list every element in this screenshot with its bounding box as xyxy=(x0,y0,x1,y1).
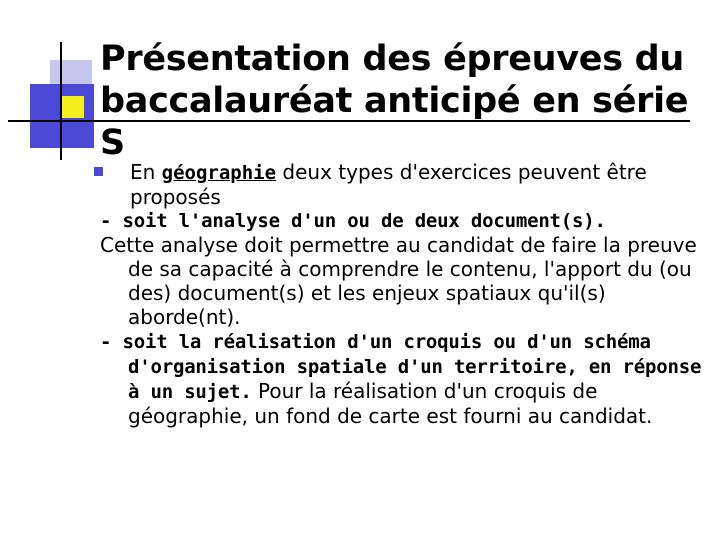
option-croquis-bold: - soit la réalisation d'un croquis ou d'un schéma d'organisation spatiale d'un territoire, en réponse à un sujet. xyxy=(100,331,702,403)
bullet-square-icon xyxy=(94,167,103,176)
decorative-vertical-line xyxy=(60,42,62,160)
slide-body xyxy=(100,160,705,428)
decorative-yellow-square xyxy=(62,96,84,118)
paragraph-analyse: Cette analyse doit permettre au candidat de faire la preuve de sa capacité à comprendre le contenu, l'apport du (ou des) document(s) et les enjeux spatiaux qu'il(s) aborde(nt). xyxy=(100,233,697,329)
title-line-1: Présentation des épreuves du xyxy=(100,39,685,79)
option-analyse: - soit l'analyse d'un ou de deux document(s). xyxy=(100,210,606,232)
bullet-suffix: deux types d'exercices peuvent être proposés xyxy=(130,160,647,209)
title-line-2: baccalauréat anticipé en série S xyxy=(100,81,689,163)
slide-title xyxy=(100,38,700,164)
option-croquis-rest: Pour la réalisation d'un croquis de géographie, un fond de carte est fourni au candidat. xyxy=(128,379,653,428)
bullet-prefix: En xyxy=(130,160,162,184)
bullet-item xyxy=(100,160,705,209)
option-croquis xyxy=(100,329,705,428)
keyword-geographie: géographie xyxy=(161,162,277,184)
